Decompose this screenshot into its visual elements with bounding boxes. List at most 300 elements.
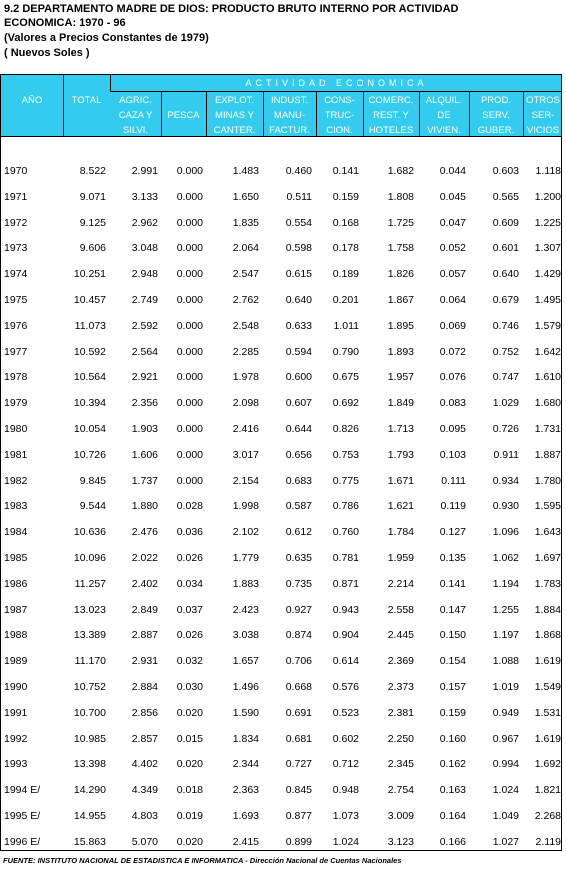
row-value: 2.214 bbox=[387, 577, 414, 590]
row-value: 0.015 bbox=[176, 732, 203, 745]
row-value: 2.762 bbox=[232, 294, 259, 306]
row-value: 14.290 bbox=[73, 784, 106, 797]
row-value: 0.150 bbox=[439, 629, 466, 642]
header-col-2-line-0: EXPLOT. bbox=[214, 95, 255, 106]
row-value: 0.460 bbox=[285, 165, 312, 177]
row-value: 0.786 bbox=[332, 500, 359, 513]
row-value: 0.523 bbox=[332, 706, 359, 719]
row-value: 0.052 bbox=[439, 242, 466, 255]
row-value: 1.495 bbox=[534, 294, 561, 306]
row-value: 1.194 bbox=[492, 577, 519, 590]
row-value: 0.565 bbox=[492, 190, 519, 203]
row-value: 1.834 bbox=[232, 732, 259, 745]
row-value: 11.257 bbox=[74, 577, 106, 590]
table-subtitle: ECONOMICA: 1970 - 96 bbox=[4, 17, 126, 29]
row-value: 2.402 bbox=[131, 577, 158, 590]
row-value: 0.943 bbox=[332, 603, 359, 616]
row-value: 0.594 bbox=[285, 345, 312, 358]
row-value: 1.821 bbox=[534, 784, 561, 797]
row-value: 0.162 bbox=[439, 758, 466, 771]
row-value: 1.531 bbox=[534, 706, 561, 719]
row-value: 0.691 bbox=[285, 706, 312, 719]
row-value: 0.747 bbox=[492, 371, 519, 384]
row-value: 0.044 bbox=[439, 165, 466, 177]
row-value: 0.135 bbox=[439, 552, 466, 564]
row-year: 1981 bbox=[4, 448, 28, 461]
row-value: 0.119 bbox=[440, 500, 466, 513]
row-value: 0.692 bbox=[332, 397, 359, 410]
row-value: 0.164 bbox=[439, 810, 466, 822]
row-value: 0.871 bbox=[332, 577, 359, 590]
row-value: 0.948 bbox=[332, 784, 359, 797]
row-value: 0.826 bbox=[332, 423, 359, 435]
row-year: 1996 E/ bbox=[4, 835, 41, 848]
row-year: 1973 bbox=[4, 242, 28, 255]
row-year: 1985 bbox=[4, 552, 28, 564]
row-value: 0.874 bbox=[285, 629, 312, 642]
row-year: 1974 bbox=[4, 268, 28, 281]
table-row bbox=[1, 191, 561, 207]
row-value: 0.166 bbox=[439, 835, 466, 848]
header-col-1-line-1: PESCA bbox=[167, 110, 200, 121]
table-row bbox=[1, 526, 561, 542]
row-value: 2.948 bbox=[131, 268, 158, 281]
table-row bbox=[1, 320, 561, 336]
row-value: 2.749 bbox=[131, 294, 158, 306]
row-value: 0.000 bbox=[176, 319, 203, 332]
row-year: 1972 bbox=[4, 216, 28, 229]
table-row bbox=[1, 294, 561, 310]
row-value: 0.201 bbox=[332, 294, 359, 306]
row-value: 2.345 bbox=[387, 758, 414, 771]
row-value: 1.657 bbox=[232, 655, 259, 668]
row-value: 1.692 bbox=[534, 758, 561, 771]
row-value: 0.790 bbox=[332, 345, 359, 358]
row-value: 0.083 bbox=[439, 397, 466, 410]
row-value: 0.178 bbox=[332, 242, 359, 255]
table-row bbox=[1, 500, 561, 516]
row-value: 0.633 bbox=[285, 319, 312, 332]
row-value: 0.726 bbox=[492, 423, 519, 435]
row-value: 2.373 bbox=[387, 681, 414, 693]
row-value: 1.606 bbox=[131, 448, 158, 461]
row-value: 0.000 bbox=[176, 165, 203, 177]
row-value: 10.251 bbox=[73, 268, 106, 281]
table-row bbox=[1, 758, 561, 774]
row-value: 1.883 bbox=[232, 577, 259, 590]
header-col-3-line-2: FACTUR. bbox=[269, 125, 310, 136]
header-col-7-line-2: GUBER. bbox=[477, 125, 515, 136]
table-currency-note: ( Nuevos Soles ) bbox=[4, 47, 90, 59]
row-value: 2.064 bbox=[232, 242, 259, 255]
row-value: 1.959 bbox=[387, 552, 414, 564]
row-value: 1.549 bbox=[534, 681, 561, 693]
row-value: 1.062 bbox=[492, 552, 519, 564]
row-value: 1.650 bbox=[232, 190, 259, 203]
row-value: 0.064 bbox=[439, 294, 466, 306]
row-value: 0.753 bbox=[332, 448, 359, 461]
row-value: 0.032 bbox=[176, 655, 203, 668]
row-value: 0.601 bbox=[492, 242, 519, 255]
row-value: 2.445 bbox=[387, 629, 414, 642]
row-value: 3.038 bbox=[232, 629, 259, 642]
row-year: 1978 bbox=[4, 371, 28, 384]
row-value: 2.592 bbox=[131, 319, 158, 332]
row-value: 0.612 bbox=[285, 526, 312, 539]
row-value: 0.554 bbox=[285, 216, 312, 229]
row-value: 2.250 bbox=[387, 732, 414, 745]
header-col-5-line-1: REST. Y bbox=[373, 110, 409, 121]
row-value: 2.098 bbox=[232, 397, 259, 410]
row-value: 1.682 bbox=[387, 165, 414, 177]
row-value: 0.141 bbox=[439, 577, 466, 590]
row-value: 0.034 bbox=[176, 577, 203, 590]
row-value: 1.693 bbox=[232, 810, 259, 822]
table-title: 9.2 DEPARTAMENTO MADRE DE DIOS: PRODUCTO BRUTO INTERNO POR ACTIVIDAD bbox=[4, 3, 459, 15]
row-value: 1.642 bbox=[534, 345, 561, 358]
header-col-2-line-1: MINAS Y bbox=[215, 110, 254, 121]
table-row bbox=[1, 629, 561, 645]
row-value: 0.026 bbox=[176, 629, 203, 642]
row-value: 2.344 bbox=[232, 758, 259, 771]
row-value: 0.127 bbox=[439, 526, 466, 539]
header-col-7-line-1: SERV. bbox=[482, 110, 510, 121]
header-col-8-line-0: OTROS bbox=[526, 95, 560, 106]
row-value: 0.877 bbox=[285, 810, 312, 822]
row-value: 1.088 bbox=[492, 655, 519, 668]
row-value: 1.779 bbox=[232, 552, 259, 564]
row-value: 0.760 bbox=[332, 526, 359, 539]
row-value: 0.576 bbox=[332, 681, 359, 693]
row-value: 3.017 bbox=[232, 448, 259, 461]
row-value: 1.619 bbox=[534, 732, 561, 745]
row-value: 2.991 bbox=[131, 165, 158, 177]
table-units-note: (Valores a Precios Constantes de 1979) bbox=[4, 32, 209, 44]
table-row bbox=[1, 423, 561, 439]
row-value: 0.026 bbox=[176, 552, 203, 564]
row-value: 0.746 bbox=[492, 319, 519, 332]
row-value: 9.071 bbox=[79, 190, 106, 203]
row-year: 1986 bbox=[4, 577, 28, 590]
row-value: 0.640 bbox=[285, 294, 312, 306]
row-value: 2.356 bbox=[131, 397, 158, 410]
row-value: 0.712 bbox=[332, 758, 359, 771]
row-value: 0.775 bbox=[332, 474, 359, 487]
row-value: 1.887 bbox=[534, 448, 561, 461]
row-year: 1991 bbox=[4, 706, 28, 719]
row-year: 1993 bbox=[4, 758, 28, 771]
row-year: 1977 bbox=[4, 345, 28, 358]
row-value: 1.496 bbox=[232, 681, 259, 693]
row-value: 14.955 bbox=[73, 810, 106, 822]
row-value: 1.713 bbox=[387, 423, 414, 435]
row-year: 1976 bbox=[4, 319, 28, 332]
row-value: 1.697 bbox=[534, 552, 561, 564]
row-value: 1.903 bbox=[131, 423, 158, 435]
row-value: 1.835 bbox=[232, 216, 259, 229]
row-value: 0.603 bbox=[492, 165, 519, 177]
row-value: 0.163 bbox=[439, 784, 466, 797]
row-value: 1.758 bbox=[387, 242, 414, 255]
row-value: 9.125 bbox=[79, 216, 106, 229]
row-value: 10.752 bbox=[73, 681, 106, 693]
row-value: 2.931 bbox=[131, 655, 158, 668]
row-value: 1.867 bbox=[387, 294, 414, 306]
row-value: 2.564 bbox=[131, 345, 158, 358]
row-value: 1.595 bbox=[534, 500, 561, 513]
row-value: 0.656 bbox=[285, 448, 312, 461]
row-value: 0.994 bbox=[492, 758, 519, 771]
header-col-7-line-0: PROD. bbox=[480, 95, 512, 106]
table-row bbox=[1, 810, 561, 826]
row-value: 1.590 bbox=[232, 706, 259, 719]
row-value: 0.675 bbox=[332, 371, 359, 384]
row-value: 0.159 bbox=[439, 706, 466, 719]
row-value: 10.700 bbox=[73, 706, 106, 719]
row-value: 0.045 bbox=[439, 190, 466, 203]
row-value: 10.985 bbox=[73, 732, 106, 745]
row-value: 1.024 bbox=[332, 835, 359, 848]
row-value: 0.602 bbox=[332, 732, 359, 745]
row-value: 1.483 bbox=[232, 165, 259, 177]
row-value: 0.911 bbox=[493, 448, 519, 461]
row-value: 1.868 bbox=[534, 629, 561, 642]
row-value: 0.000 bbox=[176, 345, 203, 358]
row-value: 1.808 bbox=[387, 190, 414, 203]
row-value: 3.123 bbox=[387, 835, 414, 848]
header-col-2-line-2: CANTER. bbox=[213, 125, 256, 136]
row-value: 0.640 bbox=[492, 268, 519, 281]
row-value: 2.476 bbox=[131, 526, 158, 539]
row-value: 1.880 bbox=[131, 500, 158, 513]
row-value: 15.863 bbox=[73, 835, 106, 848]
row-value: 9.544 bbox=[79, 500, 106, 513]
row-value: 0.752 bbox=[492, 345, 519, 358]
row-value: 0.072 bbox=[439, 345, 466, 358]
row-value: 0.095 bbox=[439, 423, 466, 435]
row-value: 0.020 bbox=[176, 706, 203, 719]
row-year: 1984 bbox=[4, 526, 28, 539]
table-row bbox=[1, 242, 561, 258]
row-year: 1979 bbox=[4, 397, 28, 410]
row-value: 9.606 bbox=[79, 242, 106, 255]
row-value: 1.096 bbox=[492, 526, 519, 539]
row-year: 1971 bbox=[4, 190, 28, 203]
header-col-0-line-2: SILVI. bbox=[122, 125, 149, 136]
row-value: 2.962 bbox=[131, 216, 158, 229]
row-value: 1.737 bbox=[131, 474, 158, 487]
table-row bbox=[1, 681, 561, 697]
row-value: 2.558 bbox=[387, 603, 414, 616]
row-value: 1.895 bbox=[387, 319, 414, 332]
row-value: 0.511 bbox=[286, 190, 312, 203]
row-value: 1.019 bbox=[492, 681, 519, 693]
row-value: 8.522 bbox=[79, 165, 106, 177]
row-value: 1.957 bbox=[387, 371, 414, 384]
row-year: 1988 bbox=[4, 629, 28, 642]
row-value: 1.200 bbox=[534, 190, 561, 203]
row-value: 0.057 bbox=[439, 268, 466, 281]
header-col-5-line-0: COMERC. bbox=[368, 95, 414, 106]
row-value: 1.225 bbox=[534, 216, 561, 229]
row-value: 10.457 bbox=[73, 294, 106, 306]
row-value: 1.731 bbox=[534, 423, 561, 435]
row-value: 10.636 bbox=[73, 526, 106, 539]
row-value: 0.644 bbox=[285, 423, 312, 435]
row-value: 0.154 bbox=[439, 655, 466, 668]
row-value: 1.998 bbox=[232, 500, 259, 513]
row-value: 2.849 bbox=[131, 603, 158, 616]
header-col-6-line-2: VIVIEN. bbox=[427, 125, 461, 136]
table-row bbox=[1, 346, 561, 362]
table-row bbox=[1, 578, 561, 594]
row-value: 0.036 bbox=[176, 526, 203, 539]
row-value: 9.845 bbox=[79, 474, 106, 487]
row-value: 2.022 bbox=[131, 552, 158, 564]
row-value: 0.727 bbox=[285, 758, 312, 771]
row-value: 0.000 bbox=[176, 242, 203, 255]
header-col-0-line-1: CAZA Y bbox=[118, 110, 153, 121]
row-value: 4.349 bbox=[131, 784, 158, 797]
row-value: 0.615 bbox=[285, 268, 312, 281]
row-value: 1.579 bbox=[534, 319, 561, 332]
row-value: 10.054 bbox=[73, 423, 106, 435]
row-value: 0.000 bbox=[176, 371, 203, 384]
row-year: 1975 bbox=[4, 294, 28, 306]
row-value: 1.783 bbox=[534, 577, 561, 590]
row-year: 1970 bbox=[4, 165, 28, 177]
row-value: 10.096 bbox=[73, 552, 106, 564]
row-value: 2.363 bbox=[232, 784, 259, 797]
table-row bbox=[1, 784, 561, 800]
row-value: 5.070 bbox=[131, 835, 158, 848]
row-value: 1.978 bbox=[232, 371, 259, 384]
row-value: 2.102 bbox=[232, 526, 259, 539]
row-value: 1.671 bbox=[387, 474, 414, 487]
row-value: 0.679 bbox=[492, 294, 519, 306]
row-value: 0.635 bbox=[285, 552, 312, 564]
header-total: TOTAL bbox=[71, 95, 102, 106]
row-value: 0.949 bbox=[492, 706, 519, 719]
row-year: 1995 E/ bbox=[4, 810, 41, 822]
row-value: 2.369 bbox=[387, 655, 414, 668]
row-year: 1982 bbox=[4, 474, 28, 487]
row-value: 13.398 bbox=[73, 758, 106, 771]
row-value: 0.037 bbox=[176, 603, 203, 616]
row-value: 0.069 bbox=[439, 319, 466, 332]
row-value: 10.726 bbox=[73, 448, 106, 461]
row-value: 0.159 bbox=[332, 190, 359, 203]
row-value: 0.028 bbox=[176, 500, 203, 513]
header-col-0-line-0: AGRIC. bbox=[119, 95, 152, 106]
row-value: 3.133 bbox=[131, 190, 158, 203]
row-value: 1.725 bbox=[387, 216, 414, 229]
row-value: 0.047 bbox=[439, 216, 466, 229]
row-value: 3.048 bbox=[131, 242, 158, 255]
row-value: 0.111 bbox=[441, 474, 466, 487]
row-value: 1.680 bbox=[534, 397, 561, 410]
source-note: FUENTE: INSTITUTO NACIONAL DE ESTADISTICA E INFORMATICA - Dirección Nacional de Cuentas Nacionales bbox=[3, 856, 402, 865]
row-value: 0.076 bbox=[439, 371, 466, 384]
row-value: 4.803 bbox=[131, 810, 158, 822]
row-value: 1.073 bbox=[332, 810, 359, 822]
row-value: 2.154 bbox=[232, 474, 259, 487]
header-col-3-line-0: INDUST. bbox=[271, 95, 308, 106]
row-value: 2.857 bbox=[131, 732, 158, 745]
row-value: 0.845 bbox=[285, 784, 312, 797]
table-row bbox=[1, 371, 561, 387]
header-col-6-line-0: ALQUIL. bbox=[425, 95, 463, 106]
table-header bbox=[0, 74, 562, 137]
row-value: 2.423 bbox=[232, 603, 259, 616]
row-value: 2.268 bbox=[534, 810, 561, 822]
row-value: 1.621 bbox=[387, 500, 414, 513]
row-value: 0.000 bbox=[176, 294, 203, 306]
row-value: 1.793 bbox=[387, 448, 414, 461]
header-col-6-line-1: DE bbox=[437, 110, 451, 121]
row-value: 0.000 bbox=[176, 397, 203, 410]
header-year: AÑO bbox=[21, 95, 43, 106]
row-value: 1.893 bbox=[387, 345, 414, 358]
row-value: 0.668 bbox=[285, 681, 312, 693]
row-value: 1.643 bbox=[534, 526, 561, 539]
table-row bbox=[1, 836, 561, 852]
table-row bbox=[1, 268, 561, 284]
row-value: 1.027 bbox=[492, 835, 519, 848]
row-value: 1.255 bbox=[492, 603, 519, 616]
row-year: 1992 bbox=[4, 732, 28, 745]
table-row bbox=[1, 604, 561, 620]
row-year: 1987 bbox=[4, 603, 28, 616]
table-row bbox=[1, 397, 561, 413]
row-value: 0.000 bbox=[176, 448, 203, 461]
header-col-5-line-2: HOTELES bbox=[368, 125, 414, 136]
row-value: 3.009 bbox=[387, 810, 414, 822]
header-col-3-line-1: MANU- bbox=[273, 110, 306, 121]
table-row bbox=[1, 165, 561, 181]
header-col-4-line-0: CONS- bbox=[324, 95, 355, 106]
table-body bbox=[0, 137, 562, 851]
row-year: 1983 bbox=[4, 500, 28, 513]
row-value: 1.307 bbox=[534, 242, 561, 255]
row-value: 0.904 bbox=[332, 629, 359, 642]
row-value: 0.681 bbox=[285, 732, 312, 745]
row-value: 1.884 bbox=[534, 603, 561, 616]
row-value: 0.168 bbox=[332, 216, 359, 229]
row-year: 1994 E/ bbox=[4, 784, 41, 797]
header-col-8-line-2: VICIOS bbox=[526, 125, 560, 136]
table-row bbox=[1, 707, 561, 723]
row-value: 10.394 bbox=[73, 397, 106, 410]
header-col-4-line-2: CION. bbox=[326, 125, 353, 136]
row-value: 1.024 bbox=[492, 784, 519, 797]
row-value: 0.587 bbox=[285, 500, 312, 513]
row-value: 0.706 bbox=[285, 655, 312, 668]
row-year: 1990 bbox=[4, 681, 28, 693]
row-year: 1980 bbox=[4, 423, 28, 435]
row-value: 13.023 bbox=[73, 603, 106, 616]
row-value: 0.967 bbox=[492, 732, 519, 745]
row-value: 0.020 bbox=[176, 758, 203, 771]
row-value: 0.735 bbox=[285, 577, 312, 590]
row-value: 0.614 bbox=[332, 655, 359, 668]
table-row bbox=[1, 475, 561, 491]
row-value: 0.000 bbox=[176, 216, 203, 229]
row-value: 0.160 bbox=[439, 732, 466, 745]
row-value: 0.609 bbox=[492, 216, 519, 229]
row-value: 0.000 bbox=[176, 474, 203, 487]
row-value: 0.600 bbox=[285, 371, 312, 384]
